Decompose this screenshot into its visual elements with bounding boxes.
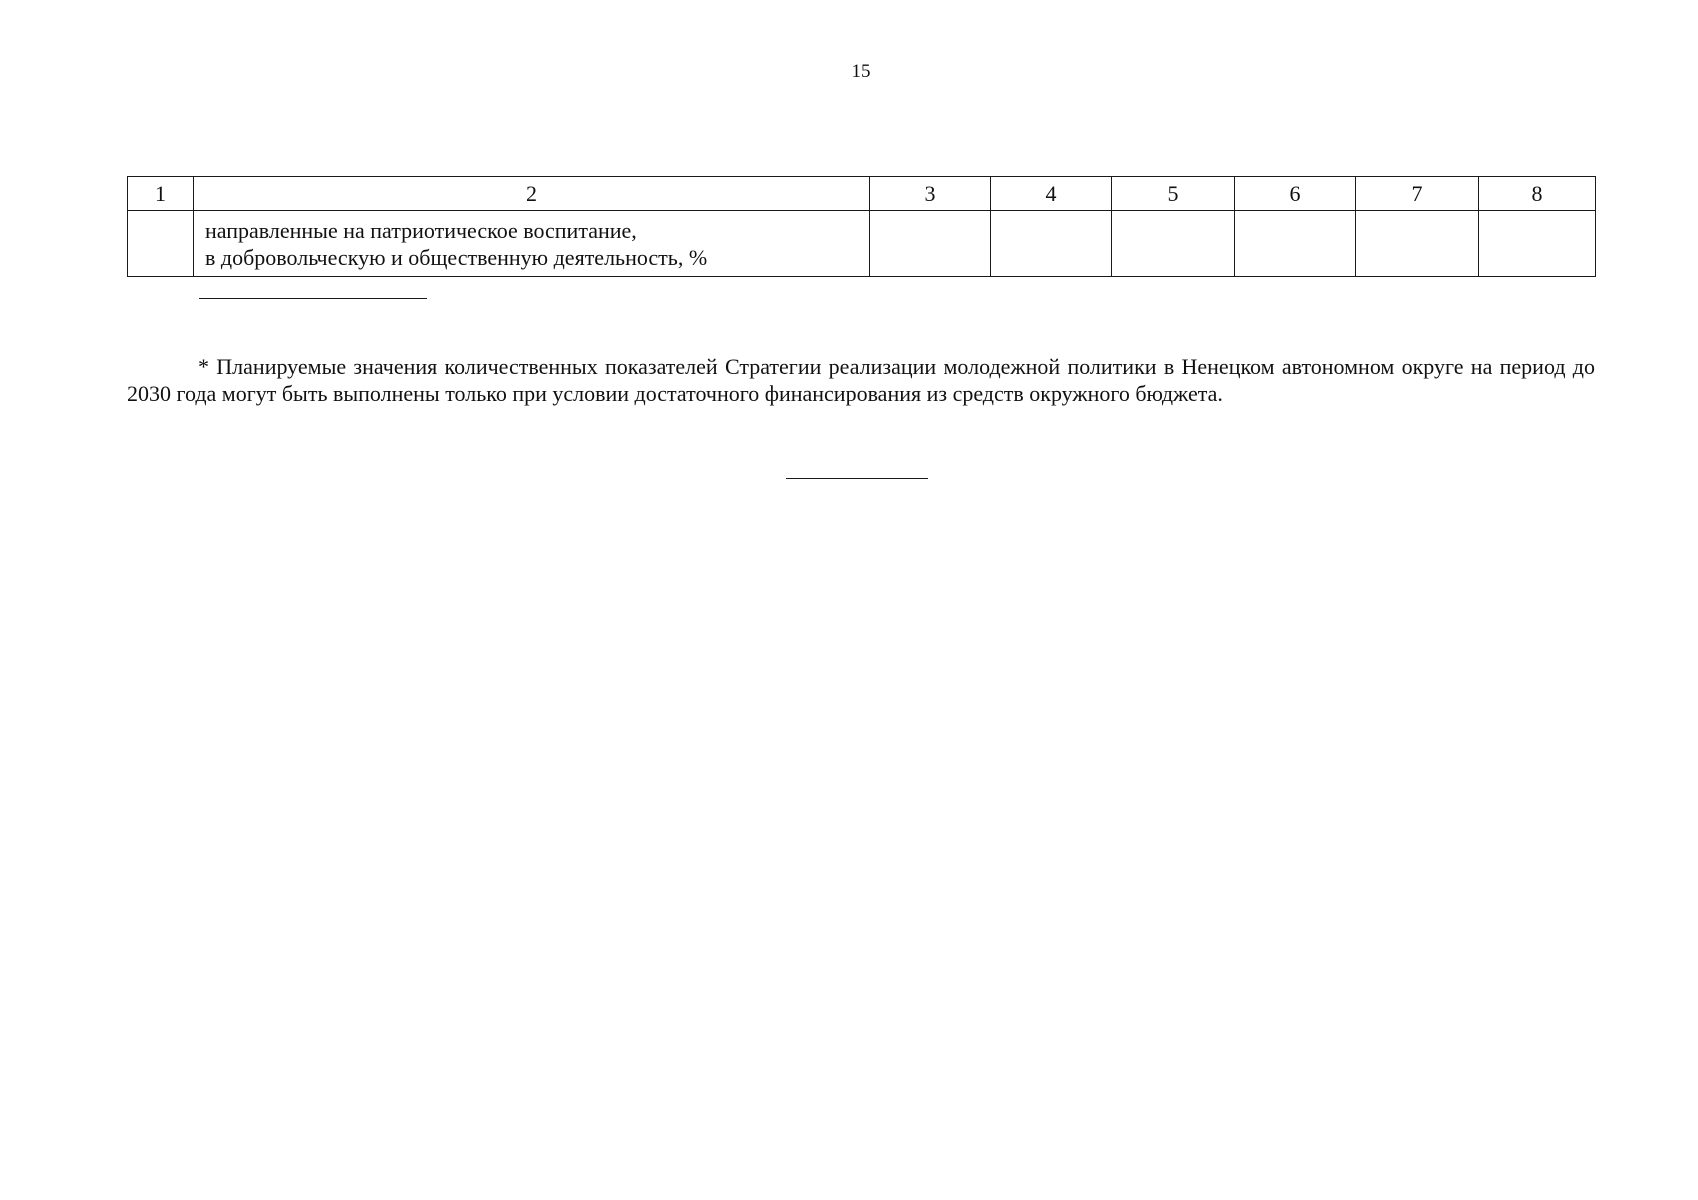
table-cell-col5 [1112, 211, 1235, 277]
column-number-cell: 5 [1112, 177, 1235, 211]
table-cell-col7 [1356, 211, 1479, 277]
table-header-row [128, 177, 1596, 211]
table-cell-col8 [1479, 211, 1596, 277]
column-number-cell: 8 [1479, 177, 1596, 211]
column-number-cell: 7 [1356, 177, 1479, 211]
footnote-divider [199, 298, 427, 299]
page-number: 15 [851, 61, 871, 82]
column-number-cell: 1 [128, 177, 194, 211]
indicator-description-cell [194, 211, 870, 277]
indicator-description-line: направленные на патриотическое воспитание, [205, 217, 637, 243]
indicator-description-line: в добровольческую и общественную деятельность, % [205, 244, 708, 270]
end-of-document-divider [786, 478, 928, 479]
table-cell-col1 [128, 211, 194, 277]
table-cell-col3 [870, 211, 991, 277]
column-number-cell: 3 [870, 177, 991, 211]
table-row [128, 211, 1596, 277]
column-number-cell: 4 [991, 177, 1112, 211]
footnote-text: * Планируемые значения количественных показателей Стратегии реализации молодежной политики в Ненецком автономном округе на период до 2030 года могут быть выполнены только при условии достаточного финансирования из средств окружного бюджета. [127, 354, 1595, 406]
table-cell-col4 [991, 211, 1112, 277]
column-number-cell: 2 [194, 177, 870, 211]
column-number-cell: 6 [1235, 177, 1356, 211]
table-cell-col6 [1235, 211, 1356, 277]
indicators-table [127, 176, 1596, 277]
